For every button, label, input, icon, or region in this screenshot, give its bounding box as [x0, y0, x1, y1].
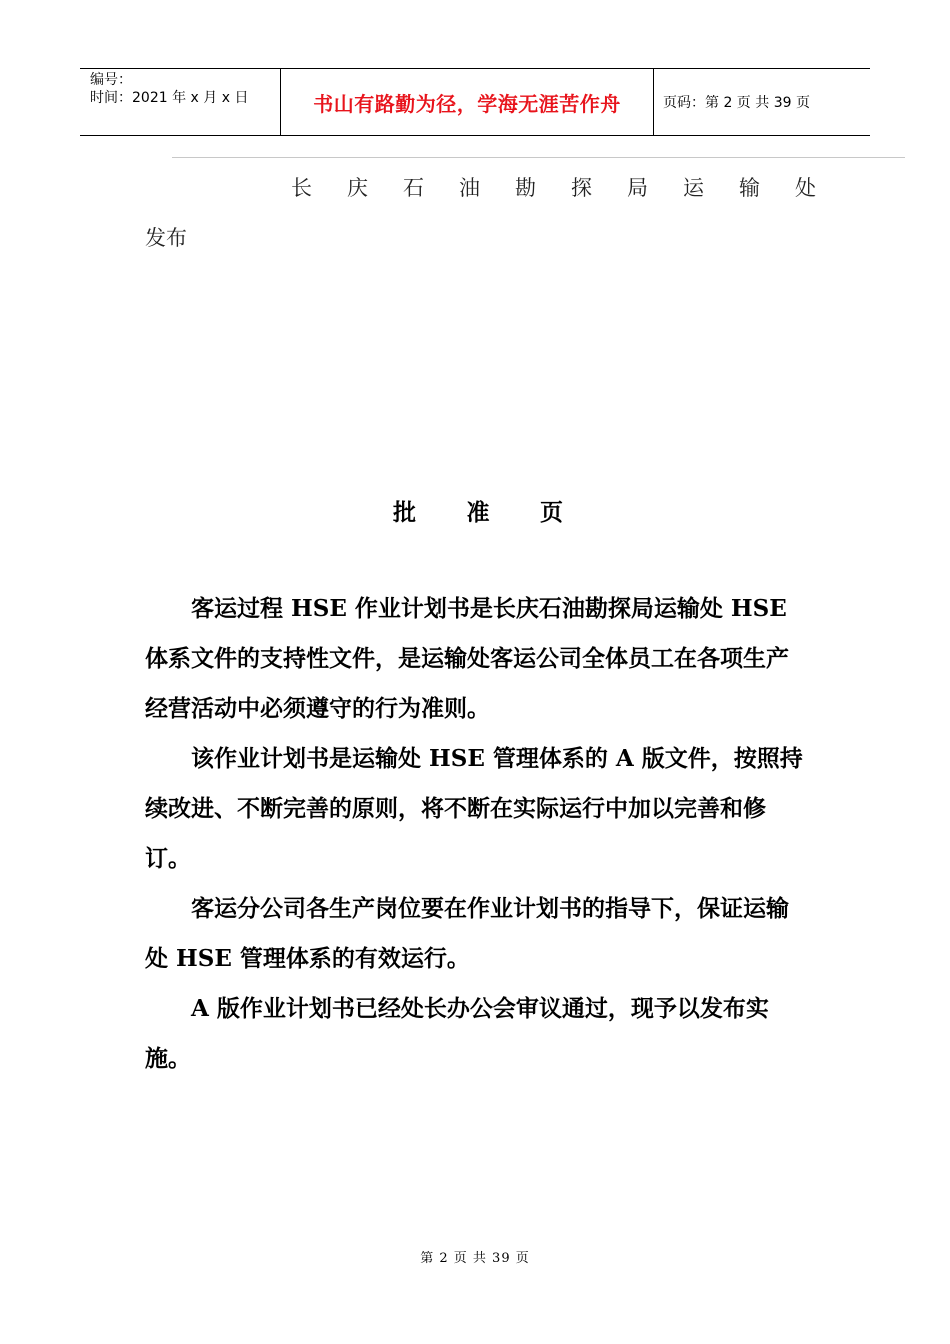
- body-paragraph: 该作业计划书是运输处 HSE 管理体系的 A 版文件，按照持续改进、不断完善的原则，将不断在实际运行中加以完善和修订。: [145, 745, 803, 872]
- document-date: 时间：2021 年 x 月 x 日: [90, 90, 249, 106]
- issuer-char: 探: [571, 176, 592, 200]
- page-header-table: [80, 68, 870, 136]
- body-paragraph: 客运分公司各生产岗位要在作业计划书的指导下，保证运输处 HSE 管理体系的有效运行。: [145, 895, 789, 972]
- header-motto-cell: [281, 69, 654, 135]
- issuer-char: 油: [459, 176, 480, 200]
- body-paragraph: 客运过程 HSE 作业计划书是长庆石油勘探局运输处 HSE 体系文件的支持性文件，是运输处客运公司全体员工在各项生产经营活动中必须遵守的行为准则。: [145, 595, 789, 722]
- title-char: 准: [466, 499, 490, 526]
- body-paragraph: A 版作业计划书已经处长办公会审议通过，现予以发布实施。: [145, 995, 769, 1072]
- page-footer: 第 2 页 共 39 页: [420, 1251, 530, 1266]
- header-page-info: 页码：第 2 页 共 39 页: [663, 95, 810, 111]
- issuer-char: 勘: [515, 176, 536, 200]
- title-char: 页: [540, 499, 563, 526]
- approval-page-title: [393, 494, 563, 527]
- issuer-char: 运: [683, 176, 704, 200]
- issuer-char: 处: [795, 176, 816, 200]
- header-meta-cell: [80, 69, 281, 135]
- header-page-cell: [654, 69, 870, 135]
- header-motto: 书山有路勤为径，学海无涯苦作舟: [313, 91, 621, 116]
- issuer-char: 庆: [347, 176, 368, 200]
- document-number-label: 编号：: [90, 72, 132, 88]
- title-char: 批: [393, 499, 416, 526]
- issuer-char: 输: [739, 176, 760, 200]
- issuer-publish-label: 发布: [145, 226, 187, 250]
- approval-body: [145, 584, 808, 1084]
- header-divider: [172, 157, 905, 158]
- issuer-line: [291, 172, 816, 202]
- issuer-char: 局: [627, 176, 648, 200]
- issuer-char: 石: [403, 176, 424, 200]
- issuer-char: 长: [291, 176, 312, 200]
